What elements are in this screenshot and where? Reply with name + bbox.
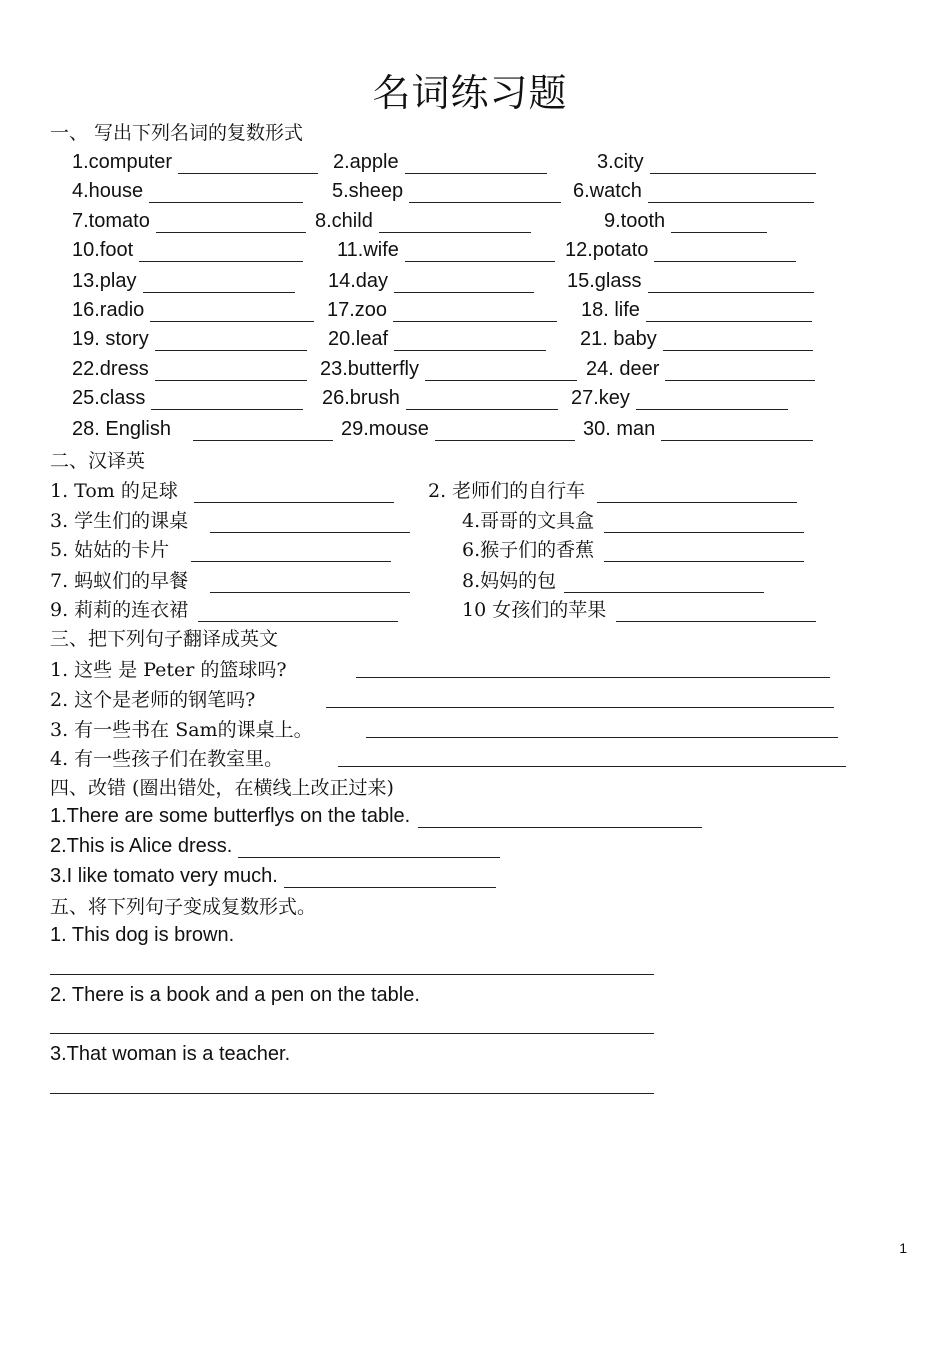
phrase-label: 6.猴子们的香蕉 [462, 539, 595, 561]
sentence-label: 2. 这个是老师的钢笔吗? [50, 689, 256, 711]
answer-blank[interactable] [435, 420, 575, 441]
answer-blank[interactable] [379, 212, 531, 233]
word-label: 21. baby [580, 328, 657, 350]
word-label: 8.child [315, 210, 373, 232]
word-label: 5.sheep [332, 180, 404, 202]
word-label: 6.watch [573, 180, 642, 202]
answer-blank[interactable] [394, 272, 534, 293]
word-label: 17.zoo [327, 299, 388, 321]
word-label: 13.play [72, 270, 137, 292]
answer-blank[interactable] [418, 807, 702, 828]
answer-blank[interactable] [661, 420, 813, 441]
answer-blank[interactable] [650, 153, 816, 174]
word-label: 14.day [328, 270, 389, 292]
answer-blank[interactable] [665, 360, 815, 381]
answer-blank[interactable] [646, 301, 812, 322]
phrase-label: 8.妈妈的包 [462, 570, 557, 592]
section1-heading: 一、 写出下列名词的复数形式 [50, 122, 304, 144]
word-label: 20.leaf [328, 328, 389, 350]
answer-line[interactable] [356, 677, 830, 678]
phrase-label: 9. 莉莉的连衣裙 [50, 599, 189, 621]
word-label: 30. man [583, 418, 656, 440]
answer-blank[interactable] [604, 541, 804, 562]
answer-blank[interactable] [425, 360, 577, 381]
page-title: 名词练习题 [372, 71, 568, 115]
answer-blank[interactable] [616, 601, 816, 622]
answer-blank[interactable] [648, 182, 814, 203]
word-label: 2.apple [333, 151, 399, 173]
answer-blank[interactable] [564, 572, 764, 593]
word-label: 27.key [571, 387, 630, 409]
answer-line[interactable] [50, 974, 654, 975]
word-label: 1.computer [72, 151, 173, 173]
sentence-label: 1.There are some butterflys on the table. [50, 805, 411, 827]
answer-blank[interactable] [178, 153, 318, 174]
word-label: 18. life [581, 299, 640, 321]
sentence-label: 1. 这些 是 Peter 的篮球吗? [50, 659, 287, 681]
answer-blank[interactable] [150, 301, 314, 322]
word-label: 15.glass [567, 270, 642, 292]
sentence-label: 3. 有一些书在 Sam的课桌上。 [50, 719, 313, 741]
word-label: 22.dress [72, 358, 149, 380]
word-label: 16.radio [72, 299, 145, 321]
phrase-label: 2. 老师们的自行车 [428, 480, 586, 502]
word-label: 28. English [72, 418, 171, 440]
phrase-label: 5. 姑姑的卡片 [50, 539, 170, 561]
section3-heading: 三、把下列句子翻译成英文 [50, 628, 279, 650]
answer-blank[interactable] [648, 272, 814, 293]
answer-blank[interactable] [238, 837, 500, 858]
answer-blank[interactable] [597, 482, 797, 503]
answer-line[interactable] [326, 707, 834, 708]
answer-blank[interactable] [394, 330, 546, 351]
word-label: 24. deer [586, 358, 660, 380]
answer-blank[interactable] [405, 241, 555, 262]
word-label: 9.tooth [604, 210, 666, 232]
answer-blank[interactable] [654, 241, 796, 262]
answer-blank[interactable] [139, 241, 303, 262]
answer-blank[interactable] [193, 420, 333, 441]
answer-blank[interactable] [409, 182, 561, 203]
answer-blank[interactable] [604, 512, 804, 533]
word-label: 26.brush [322, 387, 400, 409]
page-number: 1 [899, 1240, 907, 1256]
word-label: 10.foot [72, 239, 134, 261]
section2-heading: 二、汉译英 [50, 450, 146, 472]
phrase-label: 3. 学生们的课桌 [50, 510, 189, 532]
word-label: 25.class [72, 387, 146, 409]
answer-blank[interactable] [156, 212, 306, 233]
word-label: 7.tomato [72, 210, 150, 232]
phrase-label: 4.哥哥的文具盒 [462, 510, 595, 532]
answer-blank[interactable] [636, 389, 788, 410]
answer-line[interactable] [50, 1093, 654, 1094]
section4-heading: 四、改错 (圈出错处，在横线上改正过来) [50, 777, 394, 799]
word-label: 11.wife [337, 239, 399, 261]
sentence-label: 3.I like tomato very much. [50, 865, 278, 887]
answer-blank[interactable] [149, 182, 303, 203]
answer-blank[interactable] [406, 389, 558, 410]
answer-line[interactable] [338, 766, 846, 767]
answer-blank[interactable] [210, 572, 410, 593]
word-label: 12.potato [565, 239, 649, 261]
word-label: 29.mouse [341, 418, 429, 440]
phrase-label: 7. 蚂蚁们的早餐 [50, 570, 189, 592]
word-label: 23.butterfly [320, 358, 419, 380]
sentence-label: 3.That woman is a teacher. [50, 1043, 291, 1065]
answer-blank[interactable] [210, 512, 410, 533]
word-label: 4.house [72, 180, 144, 202]
word-label: 3.city [597, 151, 644, 173]
word-label: 19. story [72, 328, 149, 350]
sentence-label: 4. 有一些孩子们在教室里。 [50, 748, 284, 770]
answer-blank[interactable] [405, 153, 547, 174]
answer-blank[interactable] [194, 482, 394, 503]
answer-blank[interactable] [671, 212, 767, 233]
phrase-label: 1. Tom 的足球 [50, 480, 178, 502]
answer-blank[interactable] [151, 389, 303, 410]
sentence-label: 2. There is a book and a pen on the table. [50, 984, 420, 1006]
answer-blank[interactable] [198, 601, 398, 622]
section5-heading: 五、将下列句子变成复数形式。 [50, 896, 317, 918]
answer-blank[interactable] [155, 360, 307, 381]
answer-blank[interactable] [663, 330, 813, 351]
answer-blank[interactable] [143, 272, 295, 293]
sentence-label: 2.This is Alice dress. [50, 835, 233, 857]
answer-blank[interactable] [191, 541, 391, 562]
sentence-label: 1. This dog is brown. [50, 924, 235, 946]
phrase-label: 10 女孩们的苹果 [462, 599, 607, 621]
answer-blank[interactable] [284, 867, 496, 888]
answer-line[interactable] [366, 737, 838, 738]
answer-blank[interactable] [393, 301, 557, 322]
answer-line[interactable] [50, 1033, 654, 1034]
answer-blank[interactable] [155, 330, 307, 351]
